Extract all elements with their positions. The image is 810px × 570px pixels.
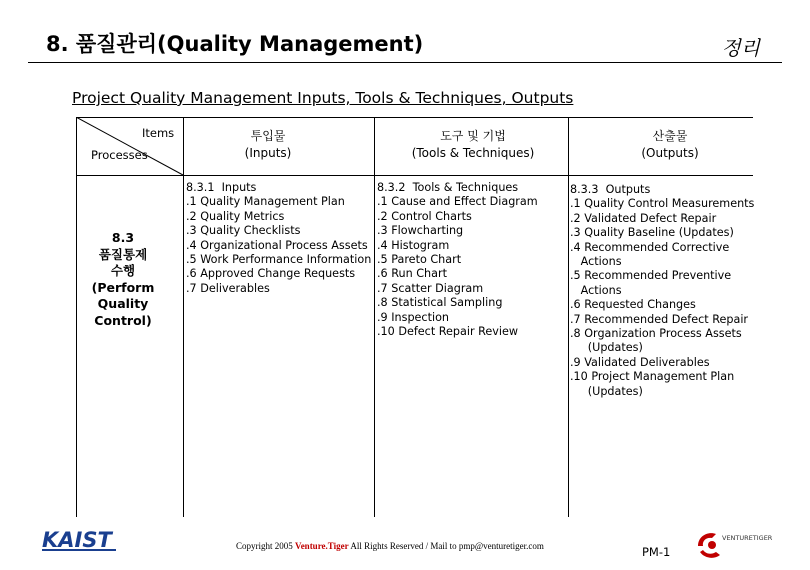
inputs-list: [186, 181, 371, 296]
output-item: .9 Validated Deliverables: [570, 355, 710, 369]
process-label-line: 품질통제: [98, 246, 148, 262]
tool-item: 8.3.2 Tools & Techniques: [377, 181, 519, 194]
input-item: .2 Quality Metrics: [186, 209, 285, 223]
output-item: .3 Quality Baseline (Updates): [570, 226, 734, 240]
summary-tag: 정리: [721, 36, 760, 60]
tool-item: .7 Scatter Diagram: [377, 281, 484, 295]
output-item: .10 Project Management Plan: [570, 370, 735, 384]
tool-item: .5 Pareto Chart: [377, 253, 462, 267]
tool-item: .10 Defect Repair Review: [377, 325, 519, 339]
outputs-list: [570, 183, 754, 399]
tool-item: .1 Cause and Effect Diagram: [377, 195, 538, 209]
input-item: 8.3.1 Inputs: [186, 181, 257, 194]
input-item: .1 Quality Management Plan: [186, 195, 345, 209]
output-item: 8.3.3 Outputs: [570, 183, 651, 196]
tool-item: .9 Inspection: [377, 310, 450, 324]
svg-text:VENTURETIGER: VENTURETIGER: [722, 534, 773, 542]
input-item: .5 Work Performance Information: [186, 253, 372, 267]
output-item: .6 Requested Changes: [570, 298, 696, 312]
input-item: .3 Quality Checklists: [186, 224, 301, 238]
input-item: .7 Deliverables: [186, 281, 270, 295]
page-number: PM-1: [642, 545, 671, 559]
output-item: (Updates): [570, 341, 643, 355]
header-tools: 도구 및 기법 (Tools & Techniques): [411, 129, 535, 160]
header-outputs: 산출물 (Outputs): [641, 129, 699, 160]
output-item: .8 Organization Process Assets: [570, 327, 742, 341]
output-item: .2 Validated Defect Repair: [570, 211, 717, 225]
output-item: .7 Recommended Defect Repair: [570, 312, 749, 326]
output-item: (Updates): [570, 384, 643, 398]
process-label-line: (Perform: [91, 279, 155, 295]
output-item: .5 Recommended Preventive: [570, 269, 732, 283]
tool-item: .8 Statistical Sampling: [377, 296, 503, 310]
process-label-line: 8.3: [111, 230, 135, 245]
output-item: Actions: [570, 283, 622, 297]
output-item: Actions: [570, 255, 622, 269]
venturetiger-logo: [690, 526, 782, 564]
corner-items-label: Items: [142, 126, 175, 140]
copyright-text: Copyright 2005 Venture.Tiger All Rights Reserved / Mail to pmp@venturetiger.com: [236, 541, 544, 551]
process-label: [78, 230, 168, 329]
page-title: 8. 품질관리(Quality Management): [46, 32, 424, 56]
title-divider: [28, 62, 782, 63]
tool-item: .4 Histogram: [377, 238, 450, 252]
corner-processes-label: Processes: [91, 148, 148, 162]
kaist-logo: [40, 526, 120, 552]
header-inputs: 투입물 (Inputs): [244, 129, 292, 160]
process-label-line: Control): [94, 312, 152, 328]
slide-subtitle: Project Quality Management Inputs, Tools & Techniques, Outputs: [72, 89, 574, 107]
tool-item: .2 Control Charts: [377, 209, 472, 223]
output-item: .4 Recommended Corrective: [570, 240, 730, 254]
tool-item: .6 Run Chart: [377, 267, 447, 281]
output-item: .1 Quality Control Measurements: [570, 197, 755, 211]
tool-item: .3 Flowcharting: [377, 224, 464, 238]
tools-list: [377, 181, 538, 339]
input-item: .4 Organizational Process Assets: [186, 238, 368, 252]
process-label-line: 수행: [110, 263, 136, 278]
svg-text:KAIST: KAIST: [42, 528, 112, 552]
input-item: .6 Approved Change Requests: [186, 267, 356, 281]
process-label-line: Quality: [97, 296, 149, 311]
